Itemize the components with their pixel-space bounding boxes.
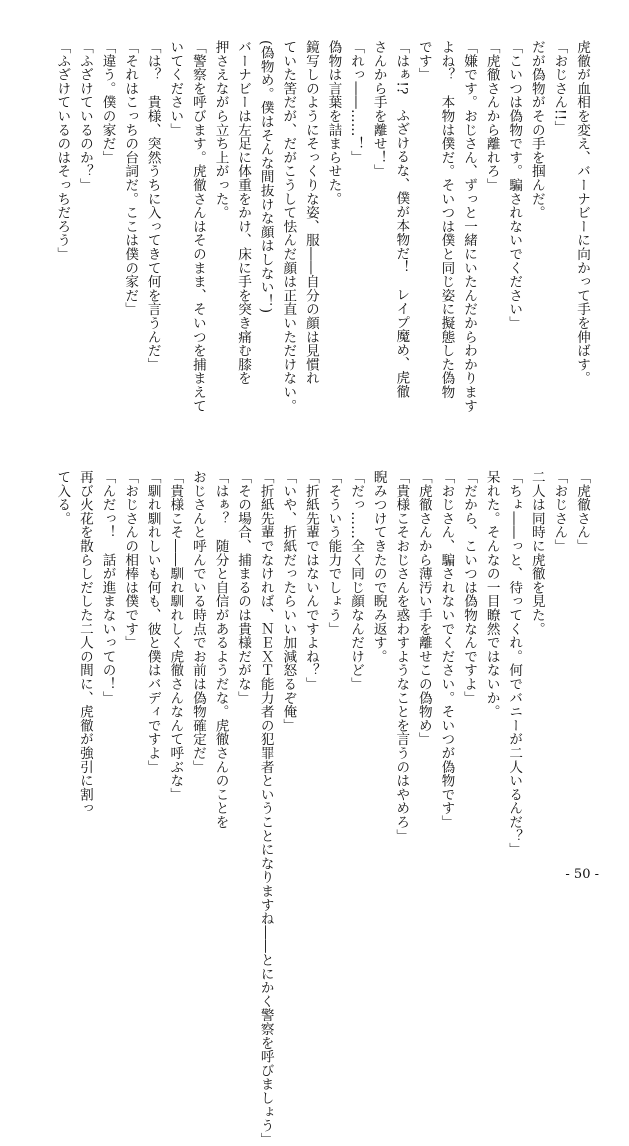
text-line: 「馴れ馴れしいも何も、彼と僕はバディですよ」 xyxy=(144,470,161,774)
text-line: 「だから、こいつは偽物なんですよ」 xyxy=(461,470,478,705)
text-line: 「折紙先輩でなければ、ＮＥＸＴ能力者の犯罪者ということになりますね――とにかく警察を呼びましょう」 xyxy=(257,470,274,1146)
text-line: さんから手を離せ！」 xyxy=(370,40,387,178)
text-line: 「んだっ！ 話が進まないっての！」 xyxy=(99,470,116,705)
text-line: 「おじさん、騙されないでください。そいつが偽物です」 xyxy=(438,470,455,829)
text-line: 「おじさん!!」 xyxy=(551,40,568,135)
text-line: 「は？ 貴様、突然うちに入ってきて何を言うんだ」 xyxy=(144,40,161,372)
text-line: 再び火花を散らしだした二人の間に、虎徹が強引に割っ xyxy=(76,470,93,815)
text-line: 「おじさん」 xyxy=(551,470,568,553)
text-line: 「折紙先輩ではないんですよね？」 xyxy=(302,470,319,691)
text-line: 「嫌です。おじさん、ずっと一緒にいたんだからわかります xyxy=(461,40,478,413)
text-line: 「それはこっちの台詞だ。ここは僕の家だ」 xyxy=(122,40,139,316)
text-line: バーナビーは左足に体重をかけ、床に手を突き痛む膝を xyxy=(235,40,252,385)
text-line: 「はぁ!? ふざけるな、僕が本物だ！ レイプ魔め、虎徹 xyxy=(393,40,410,399)
text-line: 「だっ……全く同じ顔なんだけど」 xyxy=(348,470,365,691)
page-number: - 50 - xyxy=(565,867,599,882)
text-line: 「貴様こそ――馴れ馴れしく虎徹さんなんて呼ぶな」 xyxy=(167,470,184,802)
text-line: 「虎徹さんから離れろ」 xyxy=(483,40,500,192)
text-line: いてください」 xyxy=(167,40,184,137)
text-line: て入る。 xyxy=(54,470,71,526)
text-line: 「そういう能力でしょう」 xyxy=(325,470,342,636)
text-line: 偽物は言葉を詰まらせた。 xyxy=(325,40,342,206)
text-line: 「虎徹さん」 xyxy=(574,470,590,553)
text-line: 睨みつけてきたので睨み返す。 xyxy=(370,470,387,664)
upper-text-block xyxy=(51,40,593,420)
text-line: です」 xyxy=(415,40,432,82)
text-line: 「警察を呼びます。虎徹さんはそのまま、そいつを捕まえて xyxy=(189,40,206,413)
text-line: 「貴様こそおじさんを惑わすようなことを言うのはやめろ」 xyxy=(393,470,410,843)
text-line: 虎徹が血相を変え、バーナビーに向かって手を伸ばす。 xyxy=(574,40,590,385)
text-line: 呆れた。そんなの一目瞭然ではないか。 xyxy=(483,470,500,719)
text-line: 「虎徹さんから薄汚い手を離せこの偽物め」 xyxy=(415,470,432,746)
text-line: 「ちょ――っと、待ってくれ。何でバニーが二人いるんだ？」 xyxy=(506,470,523,857)
text-line: 「ふざけているのか？」 xyxy=(76,40,93,192)
text-line: (偽物め。僕はそんな間抜けな顔はしない！) xyxy=(257,40,274,314)
text-line: 「ふざけているのはそっちだろう」 xyxy=(54,40,71,261)
text-line: おじさんと呼んでいる時点でお前は偽物確定だ」 xyxy=(189,470,206,774)
text-line: 「こいつは偽物です。騙されないでください」 xyxy=(506,40,523,330)
text-line: 「はぁ？ 随分と自信があるようだな。虎徹さんのことを xyxy=(212,470,229,829)
text-line: 二人は同時に虎徹を見た。 xyxy=(528,470,545,636)
text-line: 「れっ――……！」 xyxy=(348,40,365,165)
text-line: ていた筈だが、だがこうして怯んだ顔は正直いただけない。 xyxy=(280,40,297,413)
text-line: だが偽物がその手を掴んだ。 xyxy=(528,40,545,220)
text-line: よね？ 本物は僕だ。そいつは僕と同じ姿に擬態した偽物 xyxy=(438,40,455,399)
text-line: 「いや、折紙だったらいい加減怒るぞ俺」 xyxy=(280,470,297,733)
text-line: 「おじさんの相棒は僕です」 xyxy=(122,470,139,650)
text-line: 鏡写しのようにそっくりな姿、服――自分の顔は見慣れ xyxy=(302,40,319,385)
text-line: 「その場合、捕まるのは貴様だがな」 xyxy=(235,470,252,705)
text-line: 「違う。僕の家だ」 xyxy=(99,40,116,165)
text-line: 押さえながら立ち上がった。 xyxy=(212,40,229,220)
